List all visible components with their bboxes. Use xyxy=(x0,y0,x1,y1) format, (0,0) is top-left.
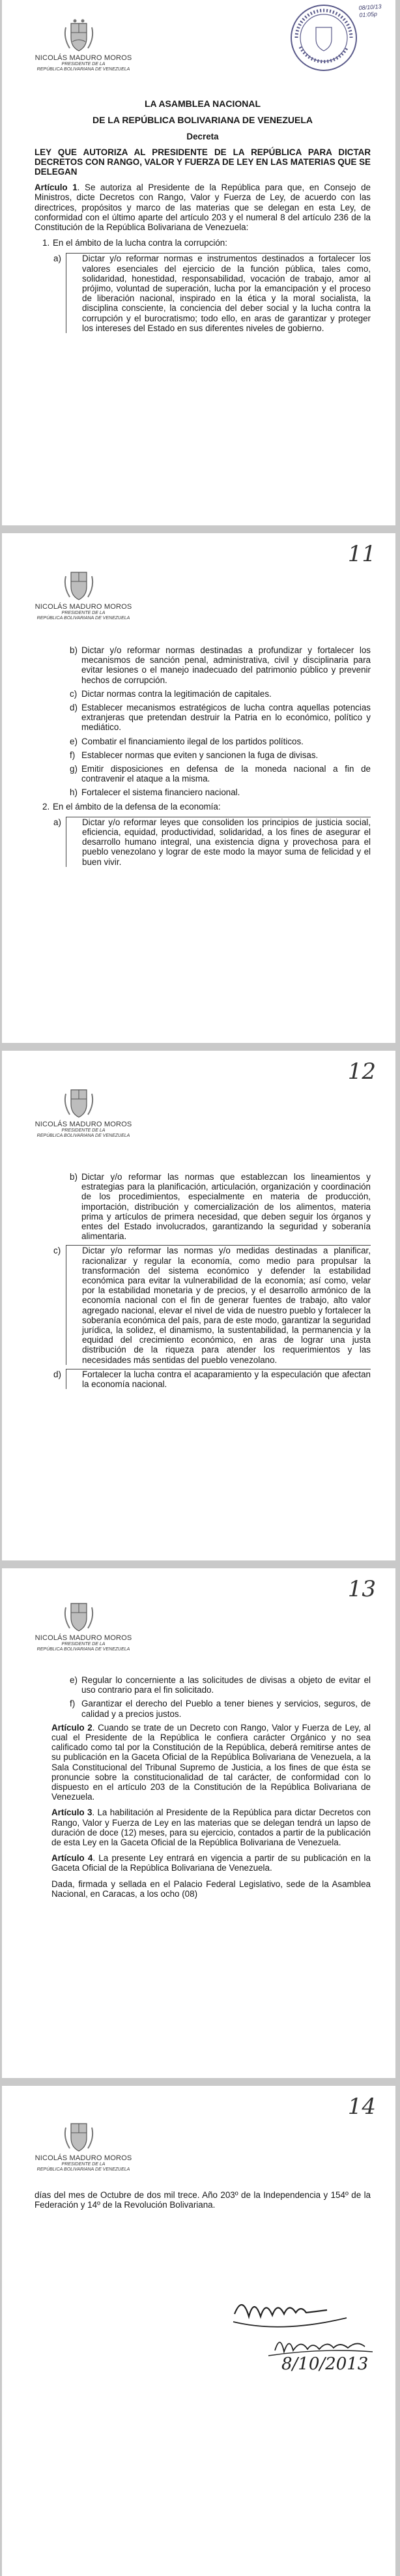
header-republic: REPÚBLICA BOLIVARIANA DE VENEZUELA xyxy=(36,616,130,621)
item-2a-label: a) xyxy=(53,817,61,827)
article-3-text: . La habilitación al Presidente de la República para dictar Decretos con Rango, Valor y Fuerza de Ley en las materias que se delegan tendrá un lapso de duración de doce (12) meses, para su ejercicio, contados a partir de la publicación de esta Ley en la Gaceta Oficial de la República Bolivariana de Venezuela. xyxy=(51,1808,371,1848)
coat-of-arms-icon xyxy=(62,2118,96,2154)
item-text: Fortalecer la lucha contra el acaparamiento y la especulación que afectan la economía nacional. xyxy=(82,1369,371,1390)
section-2-label: 2. xyxy=(42,801,50,812)
header-title: PRESIDENTE DE LA xyxy=(61,2162,106,2167)
item-label: b) xyxy=(70,645,78,655)
item-1a-label: a) xyxy=(53,254,61,264)
official-seal-stamp xyxy=(287,1,360,74)
article-3 xyxy=(35,1808,371,1847)
item-label: c) xyxy=(53,1246,61,1256)
page-number-13: 13 xyxy=(347,1576,376,1602)
document-page-2 xyxy=(2,533,395,1043)
header-name: NICOLÁS MADURO MOROS xyxy=(35,1634,132,1642)
item-text: Dictar y/o reformar las normas que establezcan los lineamientos y estrategias para la planificación, articulación, organización y coordinación de los procedimientos, especialmente en materia de producción, importación, distribución y comercialización de los alimentos, materia prima y artículos de primera necesidad, que deben seguir los órganos y entes del Estado involucrados, garantizando la seguridad y soberanía alimentaria. xyxy=(81,1172,371,1242)
item-label: f) xyxy=(70,750,76,760)
article-1-text: . Se autoriza al Presidente de la República para que, en Consejo de Ministros, dicte Decretos con Rango, Valor y Fuerza de Ley, de acuerdo con las directrices, propósitos y marco de las materias que se delegan en esta Ley, de conformidad con el último aparte del artículo 203 y el numeral 8 del artículo 236 de la Constitución de la República Bolivariana de Venezuela: xyxy=(35,183,371,233)
header-title: PRESIDENTE DE LA xyxy=(61,62,106,66)
item-text: Establecer mecanismos estratégicos de lucha contra aquellas potencias extranjeras que pretendan destruir la Patria en lo económico, político y mediático. xyxy=(81,703,371,733)
page-number-11: 11 xyxy=(347,541,376,567)
coat-of-arms-icon xyxy=(62,18,96,53)
item-1a xyxy=(53,253,371,333)
item-label: d) xyxy=(53,1369,61,1379)
document-page-3 xyxy=(2,1051,395,1560)
section-1-label: 1. xyxy=(42,238,50,248)
item-1e xyxy=(35,737,371,746)
article-4-label: Artículo 4 xyxy=(51,1853,93,1864)
article-1-label: Artículo 1 xyxy=(35,183,78,193)
header-republic: REPÚBLICA BOLIVARIANA DE VENEZUELA xyxy=(36,1647,130,1652)
header-name: NICOLÁS MADURO MOROS xyxy=(35,1120,132,1128)
section-2 xyxy=(35,802,371,812)
header-republic: REPÚBLICA BOLIVARIANA DE VENEZUELA xyxy=(36,67,130,72)
page-number-12: 12 xyxy=(347,1059,376,1085)
item-1c xyxy=(35,689,371,699)
header-title: PRESIDENTE DE LA xyxy=(61,1642,106,1647)
header-republic: REPÚBLICA BOLIVARIANA DE VENEZUELA xyxy=(36,2167,130,2172)
item-label: e) xyxy=(70,1675,78,1685)
header-block xyxy=(28,1635,139,1652)
item-2a-text: Dictar y/o reformar leyes que consoliden los principios de justicia social, eficiencia, equidad, productividad, solidaridad, a los fines de asegurar el desarrollo humano integral, una existencia digna y provechosa para el pueblo venezolano y lograr de este modo la mayor suma de felicidad y el buen vivir. xyxy=(82,817,371,867)
heading-asamblea: LA ASAMBLEA NACIONAL xyxy=(144,98,261,109)
document-page-1 xyxy=(2,0,395,525)
item-text: Dictar y/o reformar normas destinadas a profundizar y fortalecer los mecanismos de sanción penal, administrativa, civil y disciplinaria para evitar lesiones o el manejo inadecuado del patrimonio público y prevenir hechos de corrupción. xyxy=(81,645,371,685)
header-republic: REPÚBLICA BOLIVARIANA DE VENEZUELA xyxy=(36,1134,130,1138)
item-2f xyxy=(35,1699,371,1718)
item-label: c) xyxy=(70,688,78,699)
item-1f xyxy=(35,750,371,760)
heading-decreta: Decreta xyxy=(186,132,219,142)
item-1g xyxy=(35,764,371,783)
article-2 xyxy=(35,1723,371,1802)
coat-of-arms-icon xyxy=(62,1085,96,1120)
item-2e xyxy=(35,1675,371,1695)
law-title: LEY QUE AUTORIZA AL PRESIDENTE DE LA REPÚBLICA PARA DICTAR DECRETOS CON RANGO, VALOR Y FUERZA DE LEY EN LAS MATERIAS QUE SE DELEGAN xyxy=(35,147,371,177)
article-1 xyxy=(35,183,371,232)
item-2a xyxy=(53,817,371,867)
item-text: Emitir disposiciones en defensa de la moneda nacional a fin de contravenir el ataque a la misma. xyxy=(81,764,371,784)
item-label: f) xyxy=(70,1699,76,1709)
item-label: g) xyxy=(70,764,78,774)
header-block xyxy=(28,604,139,621)
header-block xyxy=(28,1121,139,1139)
item-1a-text: Dictar y/o reformar normas e instrumentos destinados a fortalecer los valores esenciales del ejercicio de la función pública, tales como, solidaridad, honestidad, responsabilidad, vocación de trabajo, amor al prójimo, voluntad de superación, lucha por la emancipación y el proceso de liberación nacional, inspirado en la ética y la moral socialista, la disciplina consciente, la conciencia del deber social y la lucha contra la corrupción y el burocratismo; todo ello, en aras de garantizar y proteger los intereses del Estado en sus diferentes niveles de gobierno. xyxy=(82,254,371,333)
stamp-note-time: 01:05p xyxy=(359,10,378,19)
item-text: Dictar normas contra la legitimación de capitales. xyxy=(81,688,272,699)
item-label: e) xyxy=(70,736,78,746)
stamp-note-date: 08/10/13 xyxy=(358,3,382,12)
page-2-body xyxy=(35,645,371,871)
item-2d xyxy=(53,1369,371,1390)
page-number-14: 14 xyxy=(347,2094,376,2120)
page-4-body xyxy=(35,1675,371,1905)
item-label: h) xyxy=(70,787,78,798)
article-2-text: . Cuando se trate de un Decreto con Rango, Valor y Fuerza de Ley, al cual el Presidente de la República le confiera carácter Orgánico y no sea calificado como tal por la Constitución de la República, deberá remitirse antes de su publicación en la Gaceta Oficial de la República Bolivariana de Venezuela, a la Sala Constitucional del Tribunal Supremo de Justicia, a los fines de que ésta se pronuncie sobre la constitucionalidad de tal carácter, de conformidad con lo dispuesto en el artículo 203 de la Constitución de la República Bolivariana de Venezuela. xyxy=(51,1722,371,1802)
item-text: Fortalecer el sistema financiero nacional. xyxy=(81,787,240,798)
header-name: NICOLÁS MADURO MOROS xyxy=(35,2154,132,2162)
page-3-body xyxy=(35,1172,371,1393)
heading-republica: DE LA REPÚBLICA BOLIVARIANA DE VENEZUELA xyxy=(92,115,313,126)
item-1h xyxy=(35,787,371,797)
coat-of-arms-icon xyxy=(62,567,96,602)
item-2b xyxy=(35,1172,371,1241)
section-1 xyxy=(35,238,371,248)
header-name: NICOLÁS MADURO MOROS xyxy=(35,603,132,611)
header-name: NICOLÁS MADURO MOROS xyxy=(35,54,132,62)
item-label: b) xyxy=(70,1172,78,1182)
closing-text: Dada, firmada y sellada en el Palacio Federal Legislativo, sede de la Asamblea Nacional, en Caracas, a los ocho (08) xyxy=(51,1879,371,1899)
item-text: Dictar y/o reformar las normas y/o medidas destinadas a planificar, racionalizar y regular la economía, como medio para propulsar la transformación del sistema económico y defender la estabilidad económica para evitar la vulnerabilidad de la economía; así como, velar por la estabilidad monetaria y de precios, y el desarrollo armónico de la economía nacional con el fin de generar fuentes de trabajo, alto valor agregado nacional, elevar el nivel de vida de nuestro pueblo y fortalecer la soberanía económica del país, para de este modo, garantizar la seguridad jurídica, la solidez, el dinamismo, la sustentabilidad, la permanencia y la equidad del crecimiento económico, en aras de lograr una justa distribución de la riqueza para atender los requerimientos y las necesidades más sentidas del pueblo venezolano. xyxy=(82,1246,371,1365)
item-1d xyxy=(35,703,371,733)
item-text: Combatir el financiamiento ilegal de los partidos políticos. xyxy=(81,736,304,746)
document-page-4 xyxy=(2,1568,395,2078)
article-4-text: . La presente Ley entrará en vigencia a partir de su publicación en la Gaceta Oficial de la República Bolivariana de Venezuela. xyxy=(51,1853,371,1873)
header-block xyxy=(28,2155,139,2173)
item-1b xyxy=(35,645,371,685)
article-2-label: Artículo 2 xyxy=(51,1722,93,1733)
page-1-body xyxy=(35,99,371,337)
article-4 xyxy=(35,1853,371,1873)
closing-date-text: días del mes de Octubre de dos mil trece. Año 203º de la Independencia y 154º de la Federación y 14º de la Revolución Bolivariana. xyxy=(35,2190,371,2210)
section-1-text: En el ámbito de la lucha contra la corrupción: xyxy=(53,238,227,248)
header-title: PRESIDENTE DE LA xyxy=(61,611,106,615)
article-3-label: Artículo 3 xyxy=(51,1808,93,1818)
item-2c xyxy=(53,1245,371,1365)
item-text: Establecer normas que eviten y sancionen la fuga de divisas. xyxy=(81,750,319,760)
coat-of-arms-icon xyxy=(62,1598,96,1633)
signature-date: 8/10/2013 xyxy=(281,2354,369,2374)
stamp-handwritten-note xyxy=(358,3,382,19)
item-label: d) xyxy=(70,703,78,713)
item-text: Garantizar el derecho del Pueblo a tener bienes y servicios, seguros, de calidad y a precios justos. xyxy=(81,1699,371,1719)
header-title: PRESIDENTE DE LA xyxy=(61,1128,106,1133)
item-text: Regular lo concerniente a las solicitudes de divisas a objeto de evitar el uso contrario para el fin solicitado. xyxy=(81,1675,371,1695)
page-5-body xyxy=(35,2190,371,2216)
section-2-text: En el ámbito de la defensa de la economía: xyxy=(53,801,221,812)
header-block xyxy=(28,55,139,72)
